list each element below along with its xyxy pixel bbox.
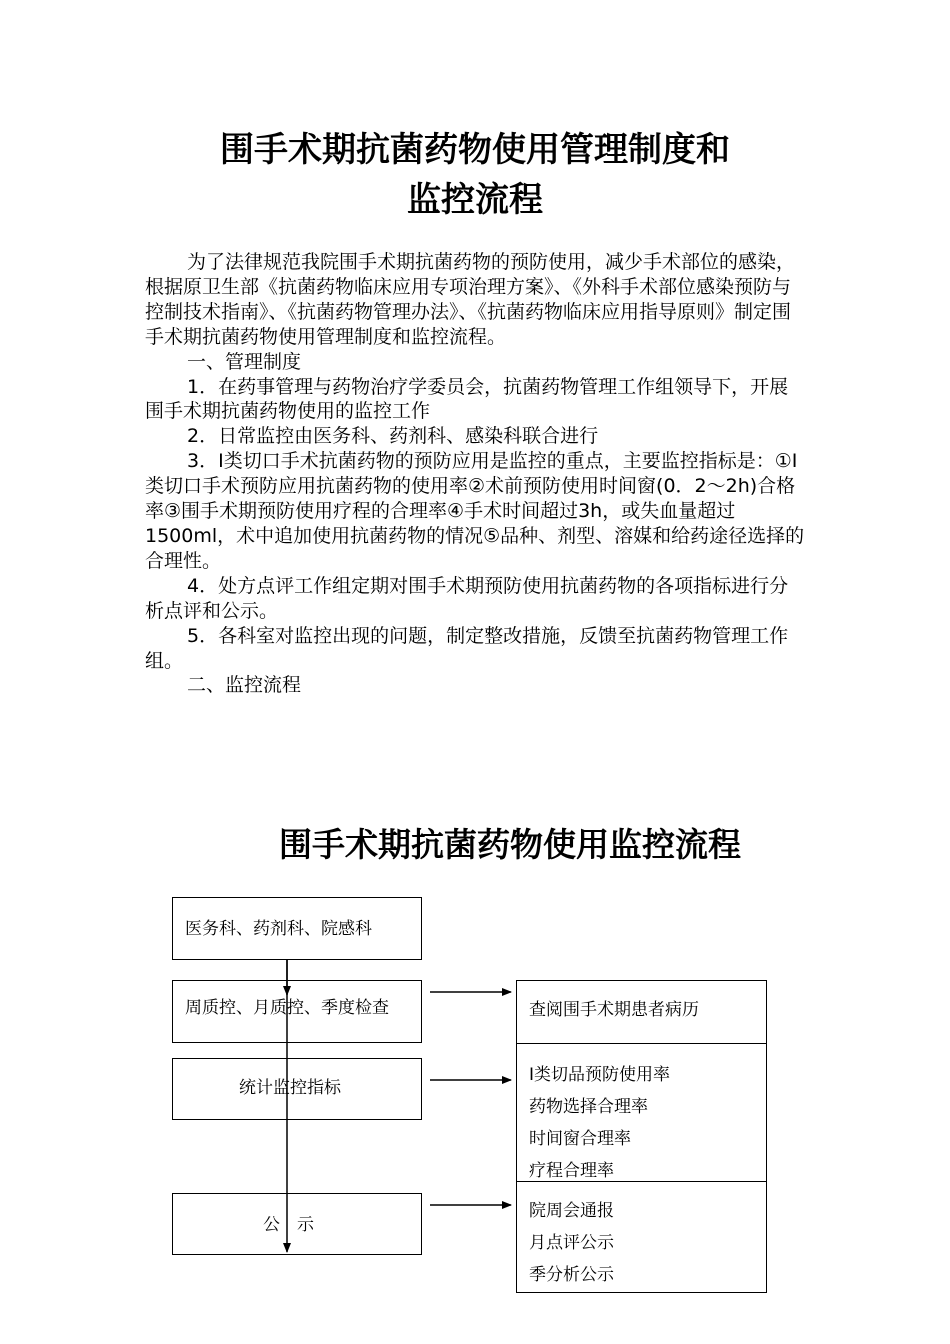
announcement-item: 季分析公示 xyxy=(529,1265,614,1285)
rule-item-2: 2．日常监控由医务科、药剂科、感染科联合进行 xyxy=(187,425,599,448)
indicator-item: I类切品预防使用率 xyxy=(529,1065,671,1085)
flow-box-review-records-label: 查阅围手术期患者病历 xyxy=(529,1000,699,1020)
announcement-item: 院周会通报 xyxy=(529,1201,614,1221)
announcement-item: 月点评公示 xyxy=(529,1233,614,1253)
section-heading-management: 一、管理制度 xyxy=(187,350,302,373)
flowchart-title: 围手术期抗菌药物使用监控流程 xyxy=(279,825,741,864)
section-heading-process: 二、监控流程 xyxy=(187,674,302,697)
indicator-item: 药物选择合理率 xyxy=(529,1097,648,1117)
document-title-line-1: 围手术期抗菌药物使用管理制度和 xyxy=(220,130,730,170)
document-title-line-2: 监控流程 xyxy=(407,180,543,220)
flow-box-quality-control-label: 周质控、月质控、季度检查 xyxy=(185,998,389,1018)
indicator-item: 时间窗合理率 xyxy=(529,1129,631,1149)
rule-item-1: 1．在药事管理与药物治疗学委员会，抗菌药物管理工作组领导下，开展围手术期抗菌药物使用的监控工作 xyxy=(145,375,789,423)
flow-box-statistics-label: 统计监控指标 xyxy=(239,1078,341,1098)
intro-paragraph: 为了法律规范我院围手术期抗菌药物的预防使用，减少手术部位的感染，根据原卫生部《抗菌药物临床应用专项治理方案》、《外科手术部位感染预防与控制技术指南》、《抗菌药物管理办法》、《抗菌药物临床应用指导原则》制定围手术期抗菌药物使用管理制度和监控流程。 xyxy=(145,251,796,348)
rule-item-4: 4．处方点评工作组定期对围手术期预防使用抗菌药物的各项指标进行分析点评和公示。 xyxy=(145,574,789,622)
indicator-item: 疗程合理率 xyxy=(529,1161,614,1181)
rule-item-3: 3．I类切口手术抗菌药物的预防应用是监控的重点，主要监控指标是：①I类切口手术预防应用抗菌药物的使用率②术前预防使用时间窗(0．2～2h)合格率③围手术期预防使用疗程的合理率④手术时间超过3h，或失血量超过1500ml，术中追加使用抗菌药物的情况⑤品种、剂型、溶媒和给药途径选择的合理性。 xyxy=(145,450,805,572)
flow-box-departments-label: 医务科、药剂科、院感科 xyxy=(185,919,372,939)
flow-box-publicity-label: 公 示 xyxy=(263,1215,314,1235)
rule-item-5: 5．各科室对监控出现的问题，制定整改措施，反馈至抗菌药物管理工作组。 xyxy=(145,624,789,672)
